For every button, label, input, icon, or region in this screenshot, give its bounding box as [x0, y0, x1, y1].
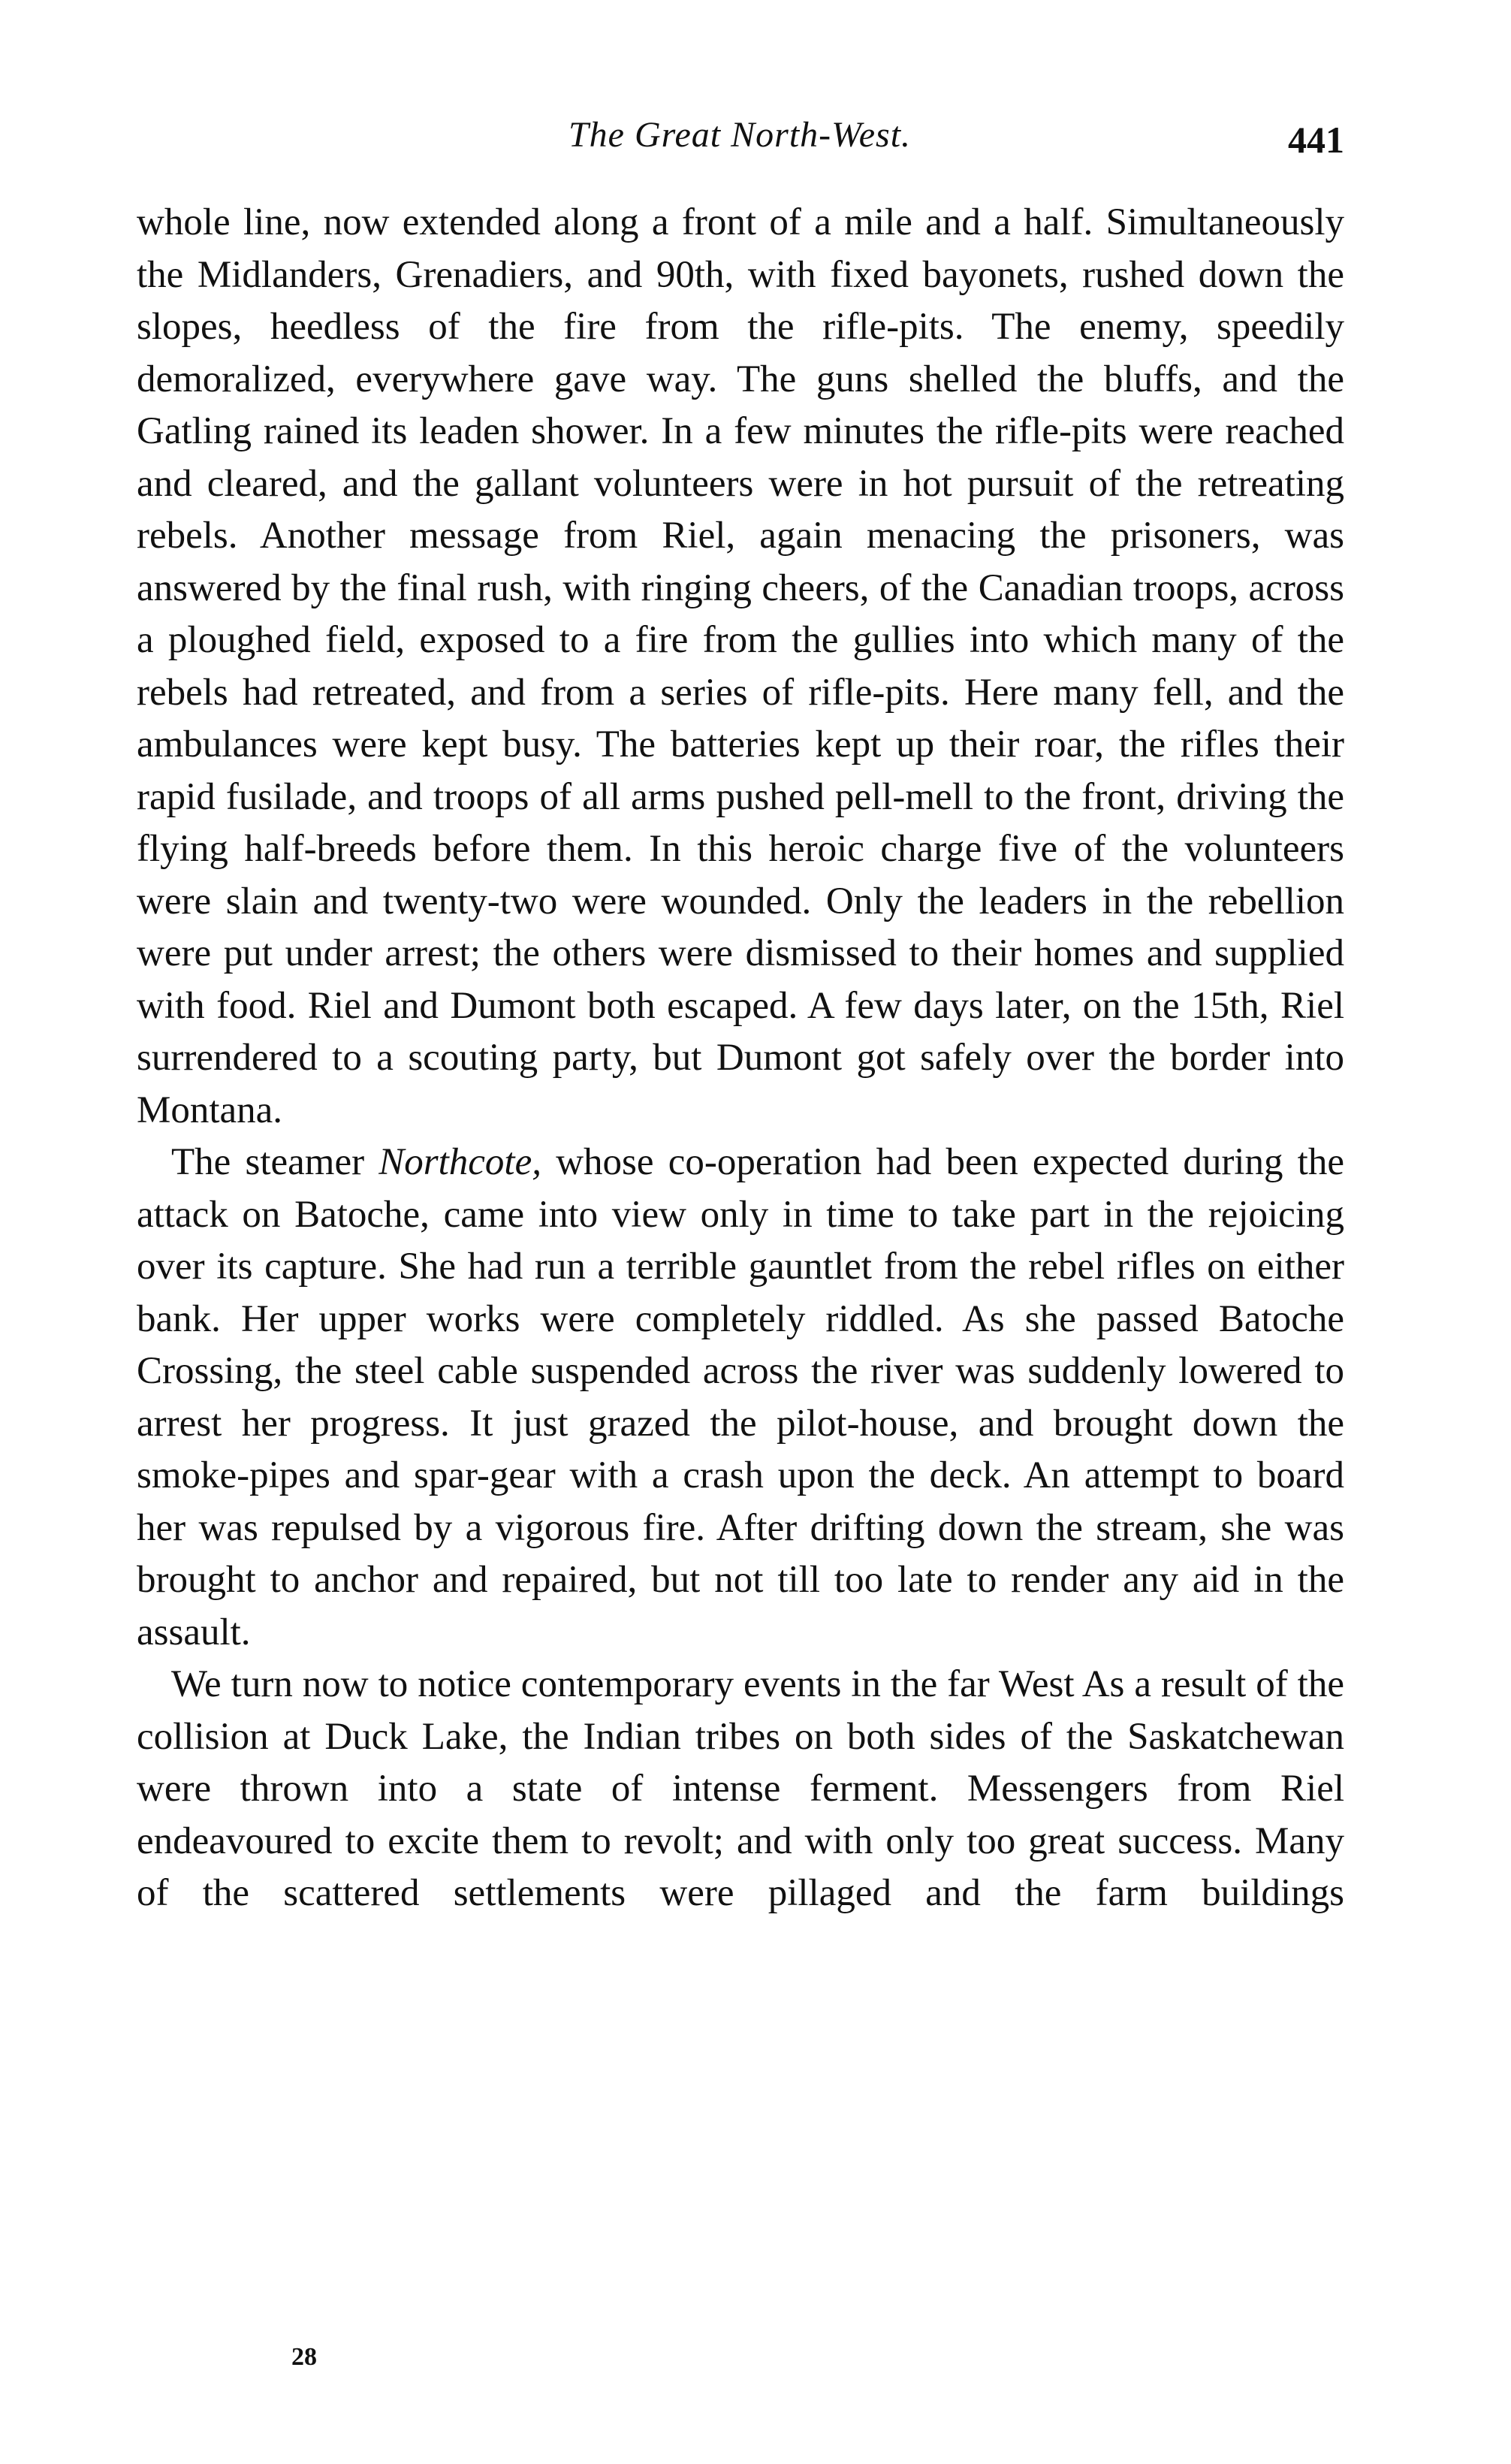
- paragraph-northcote: [137, 1137, 1344, 1659]
- running-title: The Great North-West.: [568, 115, 912, 155]
- signature-mark: 28: [291, 2343, 317, 2371]
- paragraph-text: The steamer: [171, 1141, 379, 1183]
- paragraph-batoche-assault: [137, 197, 1344, 1137]
- paragraph-text: whole line, now extended along a front of a mile and a half. Simultaneously the Midlanders, Grenadiers, and 90th, with fixed bayonets, rushed down the slopes, heedless of the fire from the rifle-pits. The enemy, speedily demoralized, everywhere gave way. The guns shelled the bluffs, and the Gatling rained its leaden shower. In a few minutes the rifle-pits were reached and cleared, and the gallant volunteers were in hot pursuit of the retreating rebels. Another message from Riel, again menacing the prisoners, was answered by the final rush, with ringing cheers, of the Canadian troops, across a ploughed field, exposed to a fire from the gullies into which many of the rebels had retreated, and from a series of rifle-pits. Here many fell, and the ambulances were kept busy. The batteries kept up their roar, the rifles their rapid fusilade, and troops of all arms pushed pell-mell to the front, driving the flying half-breeds before them. In this heroic charge five of the volunteers were slain and twenty-two were wounded. Only the leaders in the rebellion were put under arrest; the others were dismissed to their homes and supplied with food. Riel and Dumont both escaped. A few days later, on the 15th, Riel surrendered to a scouting party, but Dumont got safely over the border into Montana.: [137, 201, 1344, 1131]
- page-number: 441: [1288, 119, 1344, 161]
- paragraph-text: whose co-operation had been expected during the attack on Batoche, came into view only in time to take part in the rejoicing over its capture. She had run a terrible gauntlet from the rebel rifles on either bank. Her upper works were completely riddled. As she passed Batoche Crossing, the steel cable suspended across the river was suddenly lowered to arrest her progress. It just grazed the pilot-house, and brought down the smoke-pipes and spar-gear with a crash upon the deck. An attempt to board her was repulsed by a vigorous fire. After drifting down the stream, she was brought to anchor and repaired, but not till too late to render any aid in the assault.: [137, 1141, 1344, 1653]
- paragraph-text: We turn now to notice contemporary events in the far West As a result of the collision at Duck Lake, the Indian tribes on both sides of the Saskatchewan were thrown into a state of intense ferment. Messengers from Riel endeavoured to excite them to revolt; and with only too great success. Many of the scattered settlements were pillaged and the farm buildings: [137, 1663, 1344, 1914]
- paragraph-far-west: [137, 1659, 1344, 1920]
- body-text: [137, 197, 1344, 1920]
- running-header: [135, 105, 1344, 165]
- ship-name-italic: Northcote,: [379, 1141, 541, 1183]
